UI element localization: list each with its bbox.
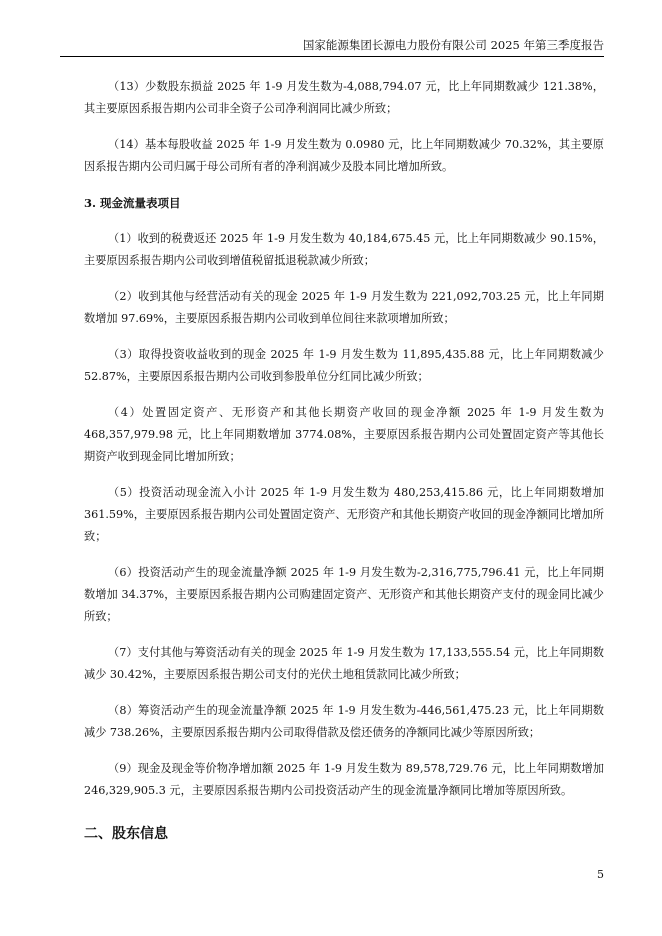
cashflow-section-heading: 3. 现金流量表项目 bbox=[84, 196, 181, 210]
page-number: 5 bbox=[597, 868, 604, 881]
paragraph-investing-inflow: （5）投资活动现金流入小计 2025 年 1-9 月发生数为 480,253,415.86 元，比上年同期数增加 361.59%，主要原因系报告期内公司处置固定资产、无形资产和其他长期资产收回的现金净额同比增加所致； bbox=[84, 486, 604, 543]
paragraph-cash-net-increase: （9）现金及现金等价物净增加额 2025 年 1-9 月发生数为 89,578,729.76 元，比上年同期数增加 246,329,905.3 元，主要原因系报告期内公司投资活动产生的现金流量净额同比增加等原因所致。 bbox=[84, 762, 604, 797]
paragraph-investment-income-cash: （3）取得投资收益收到的现金 2025 年 1-9 月发生数为 11,895,435.88 元，比上年同期数减少 52.87%，主要原因系报告期内公司收到参股单位分红同比减少所致； bbox=[84, 348, 604, 383]
paragraph-asset-disposal-cash: （4）处置固定资产、无形资产和其他长期资产收回的现金净额 2025 年 1-9 月发生数为 468,357,979.98 元，比上年同期数增加 3774.08%，主要原因系报告期内公司处置固定资产等其他长期资产收到现金同比增加所致； bbox=[84, 406, 604, 463]
page-header: 国家能源集团长源电力股份有限公司 2025 年第三季度报告 bbox=[60, 38, 604, 57]
paragraph-other-operating-cash: （2）收到其他与经营活动有关的现金 2025 年 1-9 月发生数为 221,092,703.25 元，比上年同期数增加 97.69%，主要原因系报告期内公司收到单位间往来款项增加所致； bbox=[84, 290, 604, 325]
paragraph-other-financing-paid: （7）支付其他与筹资活动有关的现金 2025 年 1-9 月发生数为 17,133,555.54 元，比上年同期数减少 30.42%，主要原因系报告期公司支付的光伏土地租赁款同比减少所致； bbox=[84, 646, 604, 681]
paragraph-tax-refund: （1）收到的税费返还 2025 年 1-9 月发生数为 40,184,675.45 元，比上年同期数减少 90.15%，主要原因系报告期内公司收到增值税留抵退税款减少所致； bbox=[84, 232, 604, 267]
paragraph-investing-net: （6）投资活动产生的现金流量净额 2025 年 1-9 月发生数为-2,316,775,796.41 元，比上年同期数增加 34.37%，主要原因系报告期内公司购建固定资产、无形资产和其他长期资产支付的现金同比减少所致； bbox=[84, 566, 604, 623]
document-body bbox=[84, 76, 604, 846]
paragraph-financing-net: （8）筹资活动产生的现金流量净额 2025 年 1-9 月发生数为-446,561,475.23 元，比上年同期数减少 738.26%，主要原因系报告期内公司取得借款及偿还债务的净额同比减少等原因所致； bbox=[84, 704, 604, 739]
paragraph-minority-interest: （13）少数股东损益 2025 年 1-9 月发生数为-4,088,794.07 元，比上年同期数减少 121.38%，其主要原因系报告期内公司非全资子公司净利润同比减少所致； bbox=[84, 80, 604, 115]
shareholder-section-heading: 二、股东信息 bbox=[84, 826, 168, 842]
paragraph-basic-eps: （14）基本每股收益 2025 年 1-9 月发生数为 0.0980 元，比上年同期数减少 70.32%，其主要原因系报告期内公司归属于母公司所有者的净利润减少及股本同比增加所致。 bbox=[84, 138, 604, 173]
